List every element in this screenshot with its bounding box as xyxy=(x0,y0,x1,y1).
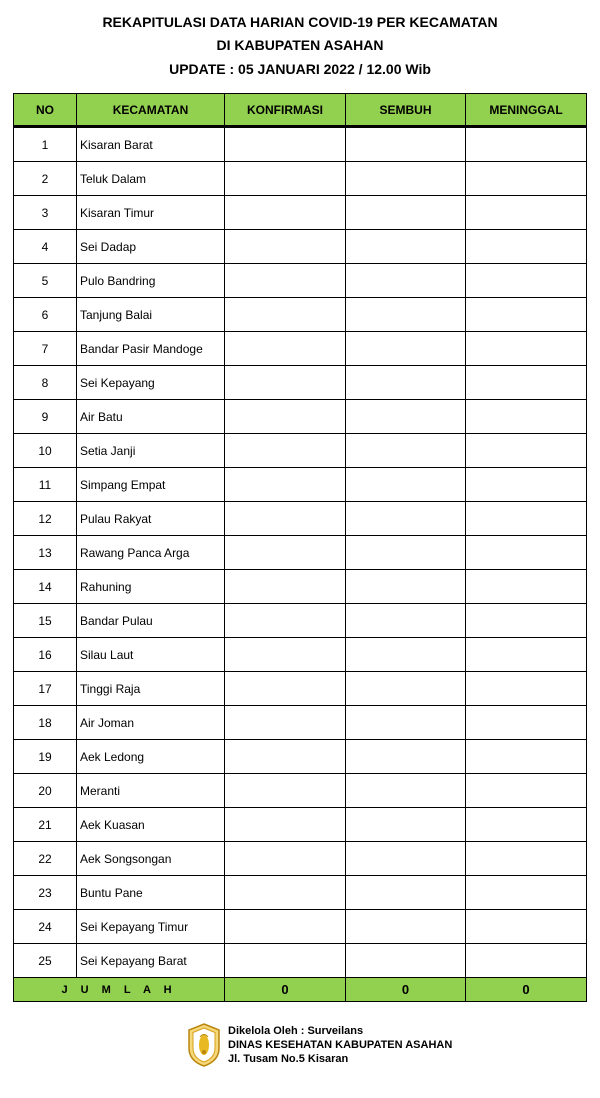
kecamatan-name: Simpang Empat xyxy=(77,468,225,502)
konfirmasi-cell xyxy=(225,332,346,366)
sembuh-cell xyxy=(346,536,466,570)
meninggal-cell xyxy=(466,876,587,910)
table-row xyxy=(14,196,587,230)
table-row xyxy=(14,332,587,366)
table-row xyxy=(14,162,587,196)
table-row xyxy=(14,808,587,842)
meninggal-cell xyxy=(466,196,587,230)
konfirmasi-cell xyxy=(225,876,346,910)
sembuh-cell xyxy=(346,230,466,264)
kecamatan-name: Bandar Pasir Mandoge xyxy=(77,332,225,366)
sembuh-cell xyxy=(346,638,466,672)
konfirmasi-cell xyxy=(225,706,346,740)
sembuh-cell xyxy=(346,604,466,638)
kecamatan-name: Pulau Rakyat xyxy=(77,502,225,536)
konfirmasi-cell xyxy=(225,740,346,774)
meninggal-cell xyxy=(466,230,587,264)
total-meninggal: 0 xyxy=(466,978,587,1002)
row-number: 13 xyxy=(14,536,77,570)
row-number: 16 xyxy=(14,638,77,672)
meninggal-cell xyxy=(466,672,587,706)
meninggal-cell xyxy=(466,502,587,536)
table-row xyxy=(14,910,587,944)
meninggal-cell xyxy=(466,706,587,740)
kecamatan-name: Sei Kepayang Barat xyxy=(77,944,225,978)
konfirmasi-cell xyxy=(225,127,346,162)
covid-recap-table xyxy=(13,93,587,1002)
row-number: 5 xyxy=(14,264,77,298)
konfirmasi-cell xyxy=(225,808,346,842)
sembuh-cell xyxy=(346,808,466,842)
row-number: 23 xyxy=(14,876,77,910)
table-row xyxy=(14,502,587,536)
table-row xyxy=(14,638,587,672)
konfirmasi-cell xyxy=(225,502,346,536)
sembuh-cell xyxy=(346,127,466,162)
sembuh-cell xyxy=(346,468,466,502)
kecamatan-name: Meranti xyxy=(77,774,225,808)
table-row xyxy=(14,740,587,774)
meninggal-cell xyxy=(466,536,587,570)
row-number: 10 xyxy=(14,434,77,468)
row-number: 21 xyxy=(14,808,77,842)
row-number: 3 xyxy=(14,196,77,230)
sembuh-cell xyxy=(346,774,466,808)
konfirmasi-cell xyxy=(225,468,346,502)
sembuh-cell xyxy=(346,944,466,978)
update-timestamp: UPDATE : 05 JANUARI 2022 / 12.00 Wib xyxy=(169,61,431,77)
sembuh-cell xyxy=(346,910,466,944)
konfirmasi-cell xyxy=(225,366,346,400)
total-row xyxy=(14,978,587,1002)
row-number: 9 xyxy=(14,400,77,434)
meninggal-cell xyxy=(466,298,587,332)
sembuh-cell xyxy=(346,434,466,468)
row-number: 11 xyxy=(14,468,77,502)
meninggal-cell xyxy=(466,570,587,604)
kecamatan-name: Kisaran Timur xyxy=(77,196,225,230)
meninggal-cell xyxy=(466,127,587,162)
table-row xyxy=(14,604,587,638)
konfirmasi-cell xyxy=(225,162,346,196)
footer-managed-by: Dikelola Oleh : Surveilans xyxy=(228,1025,364,1037)
meninggal-cell xyxy=(466,264,587,298)
kecamatan-name: Buntu Pane xyxy=(77,876,225,910)
table-row xyxy=(14,434,587,468)
konfirmasi-cell xyxy=(225,604,346,638)
row-number: 25 xyxy=(14,944,77,978)
meninggal-cell xyxy=(466,910,587,944)
konfirmasi-cell xyxy=(225,672,346,706)
row-number: 4 xyxy=(14,230,77,264)
meninggal-cell xyxy=(466,400,587,434)
row-number: 15 xyxy=(14,604,77,638)
sembuh-cell xyxy=(346,842,466,876)
kecamatan-name: Air Batu xyxy=(77,400,225,434)
meninggal-cell xyxy=(466,808,587,842)
meninggal-cell xyxy=(466,434,587,468)
table-row xyxy=(14,264,587,298)
table-row xyxy=(14,230,587,264)
sembuh-cell xyxy=(346,196,466,230)
sembuh-cell xyxy=(346,366,466,400)
asahan-regency-seal-icon xyxy=(186,1022,222,1068)
row-number: 6 xyxy=(14,298,77,332)
column-header-sembuh: SEMBUH xyxy=(346,94,466,127)
table-row xyxy=(14,842,587,876)
table-row xyxy=(14,672,587,706)
konfirmasi-cell xyxy=(225,230,346,264)
table-row xyxy=(14,298,587,332)
table-row xyxy=(14,944,587,978)
kecamatan-name: Aek Kuasan xyxy=(77,808,225,842)
table-row xyxy=(14,774,587,808)
kecamatan-name: Aek Ledong xyxy=(77,740,225,774)
kecamatan-name: Pulo Bandring xyxy=(77,264,225,298)
row-number: 19 xyxy=(14,740,77,774)
sembuh-cell xyxy=(346,162,466,196)
sembuh-cell xyxy=(346,400,466,434)
report-title: REKAPITULASI DATA HARIAN COVID-19 PER KECAMATAN xyxy=(102,14,498,30)
row-number: 1 xyxy=(14,127,77,162)
konfirmasi-cell xyxy=(225,298,346,332)
column-header-konfirmasi: KONFIRMASI xyxy=(225,94,346,127)
konfirmasi-cell xyxy=(225,774,346,808)
meninggal-cell xyxy=(466,468,587,502)
footer-agency: DINAS KESEHATAN KABUPATEN ASAHAN xyxy=(228,1039,453,1051)
kecamatan-name: Rawang Panca Arga xyxy=(77,536,225,570)
meninggal-cell xyxy=(466,366,587,400)
sembuh-cell xyxy=(346,502,466,536)
kecamatan-name: Setia Janji xyxy=(77,434,225,468)
kecamatan-name: Air Joman xyxy=(77,706,225,740)
kecamatan-name: Sei Kepayang xyxy=(77,366,225,400)
meninggal-cell xyxy=(466,944,587,978)
column-header-no: NO xyxy=(14,94,77,127)
konfirmasi-cell xyxy=(225,570,346,604)
row-number: 24 xyxy=(14,910,77,944)
kecamatan-name: Tinggi Raja xyxy=(77,672,225,706)
konfirmasi-cell xyxy=(225,434,346,468)
kecamatan-name: Sei Dadap xyxy=(77,230,225,264)
konfirmasi-cell xyxy=(225,944,346,978)
kecamatan-name: Silau Laut xyxy=(77,638,225,672)
konfirmasi-cell xyxy=(225,400,346,434)
footer-address: Jl. Tusam No.5 Kisaran xyxy=(228,1053,349,1065)
kecamatan-name: Rahuning xyxy=(77,570,225,604)
row-number: 2 xyxy=(14,162,77,196)
konfirmasi-cell xyxy=(225,638,346,672)
sembuh-cell xyxy=(346,706,466,740)
konfirmasi-cell xyxy=(225,842,346,876)
konfirmasi-cell xyxy=(225,264,346,298)
table-row xyxy=(14,400,587,434)
table-row xyxy=(14,468,587,502)
table-row xyxy=(14,706,587,740)
meninggal-cell xyxy=(466,740,587,774)
kecamatan-name: Kisaran Barat xyxy=(77,127,225,162)
kecamatan-name: Tanjung Balai xyxy=(77,298,225,332)
meninggal-cell xyxy=(466,332,587,366)
report-subtitle: DI KABUPATEN ASAHAN xyxy=(216,37,384,53)
kecamatan-name: Sei Kepayang Timur xyxy=(77,910,225,944)
meninggal-cell xyxy=(466,774,587,808)
meninggal-cell xyxy=(466,162,587,196)
row-number: 14 xyxy=(14,570,77,604)
table-row xyxy=(14,127,587,162)
column-header-kecamatan: KECAMATAN xyxy=(77,94,225,127)
table-header-row xyxy=(14,94,587,127)
table-row xyxy=(14,536,587,570)
row-number: 20 xyxy=(14,774,77,808)
sembuh-cell xyxy=(346,298,466,332)
kecamatan-name: Aek Songsongan xyxy=(77,842,225,876)
total-label: J U M L A H xyxy=(14,978,225,1002)
row-number: 18 xyxy=(14,706,77,740)
konfirmasi-cell xyxy=(225,196,346,230)
sembuh-cell xyxy=(346,264,466,298)
konfirmasi-cell xyxy=(225,536,346,570)
sembuh-cell xyxy=(346,876,466,910)
row-number: 7 xyxy=(14,332,77,366)
total-sembuh: 0 xyxy=(346,978,466,1002)
table-row xyxy=(14,366,587,400)
sembuh-cell xyxy=(346,332,466,366)
total-konfirmasi: 0 xyxy=(225,978,346,1002)
table-body xyxy=(14,127,587,978)
table-row xyxy=(14,876,587,910)
sembuh-cell xyxy=(346,570,466,604)
sembuh-cell xyxy=(346,672,466,706)
kecamatan-name: Teluk Dalam xyxy=(77,162,225,196)
sembuh-cell xyxy=(346,740,466,774)
row-number: 17 xyxy=(14,672,77,706)
meninggal-cell xyxy=(466,842,587,876)
row-number: 12 xyxy=(14,502,77,536)
row-number: 22 xyxy=(14,842,77,876)
meninggal-cell xyxy=(466,638,587,672)
footer xyxy=(186,1022,452,1068)
table-row xyxy=(14,570,587,604)
row-number: 8 xyxy=(14,366,77,400)
column-header-meninggal: MENINGGAL xyxy=(466,94,587,127)
konfirmasi-cell xyxy=(225,910,346,944)
kecamatan-name: Bandar Pulau xyxy=(77,604,225,638)
meninggal-cell xyxy=(466,604,587,638)
